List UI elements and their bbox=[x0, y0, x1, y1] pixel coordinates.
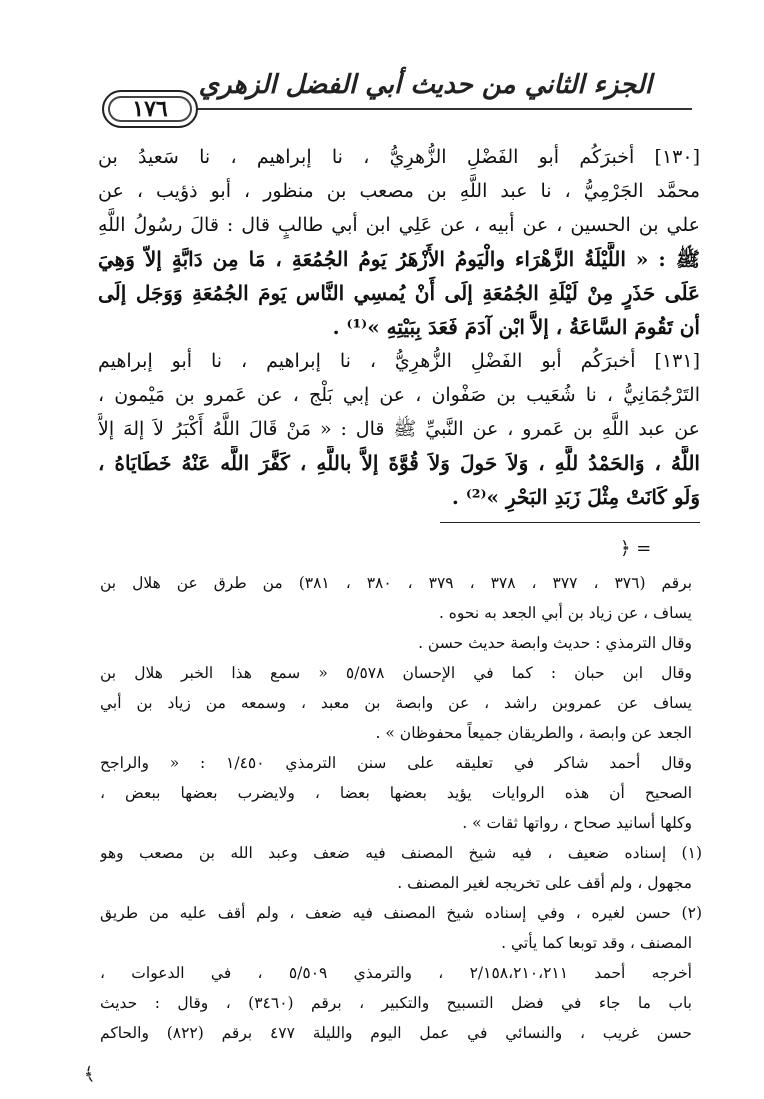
footnote-line: (١) إسناده ضعيف ، فيه شيخ المصنف فيه ضعف وعبد الله بن مصعب وهو bbox=[100, 844, 702, 862]
header-rule bbox=[152, 108, 692, 110]
footnote-line: برقم (٣٧٦ ، ٣٧٧ ، ٣٧٨ ، ٣٧٩ ، ٣٨٠ ، ٣٨١) من طرق عن هلال بن bbox=[100, 574, 693, 592]
footnote-continuation-marker: = ﴿ bbox=[620, 538, 652, 559]
running-header bbox=[92, 68, 692, 128]
page-end-mark: ﴾ bbox=[82, 1063, 97, 1086]
main-line: اللَّهُ ، وَالحَمْدُ للَّهِ ، وَلاَ حَولَ وَلاَ قُوَّةَ إلاَّ باللَّهِ ، كَفَّرَ اللَّه عَنْهُ خَطَايَاهُ ، bbox=[98, 451, 700, 475]
footnote-line: مجهول ، ولم أقف على تخريجه لغير المصنف . bbox=[397, 874, 692, 892]
footnote-line: الجعد عن وابصة ، والطريقان جميعاً محفوظان » . bbox=[375, 724, 692, 742]
main-line: محمَّد الجَرْمِيُّ ، نا عبد اللَّهِ بن مصعب بن منظور ، أبو ذؤيب ، عن bbox=[98, 180, 700, 202]
main-text bbox=[98, 140, 700, 514]
footnote-line: حسن غريب ، والنسائي في عمل اليوم والليلة ٤٧٧ برقم (٨٢٢) والحاكم bbox=[100, 1024, 692, 1042]
main-line: [١٣٠] أخبرَكُم أبو الفَضْلِ الزُّهرِيُّ ، نا إبراهيم ، نا سَعيدُ بن bbox=[98, 146, 700, 168]
footnote-line: (٢) حسن لغيره ، وفي إسناده شيخ المصنف فيه ضعف ، ولم أقف عليه من طريق bbox=[100, 904, 702, 922]
footnote-line: يساف عن عمروبن راشد ، عن وابصة بن معبد ، وسمعه من زياد بن أبي bbox=[100, 694, 692, 712]
footnotes bbox=[100, 568, 702, 1048]
main-line: عن عبد اللَّهِ بن عَمرو ، عن النَّبيِّ ﷺ قال : « مَنْ قَالَ اللَّهُ أَكْبَرُ لاَ إلهَ إلاَّ bbox=[98, 418, 700, 440]
footnote-line: وكلها أسانيد صحاح ، رواتها ثقات » . bbox=[462, 814, 692, 832]
footnote-line: يساف ، عن زياد بن أبي الجعد به نحوه . bbox=[438, 604, 692, 622]
main-line: ﷺ : « اللَّيْلَةُ الزَّهْرَاء والْيَومُ الأَزْهَرُ يَومُ الجُمُعَةِ ، مَا مِن دَابَّةٍ إلاّ وَهِيَ bbox=[98, 247, 700, 271]
page-number-badge bbox=[102, 90, 198, 128]
header-title: الجزء الثاني من حديث أبي الفضل الزهري bbox=[198, 70, 652, 100]
footnote-separator bbox=[440, 522, 700, 523]
main-line: [١٣١] أخبرَكُم أبو الفَضْلِ الزُّهرِيُّ ، نا إبراهيم ، نا أبو إبراهيم bbox=[98, 350, 700, 372]
footnote-line: وقال ابن حبان : كما في الإحسان ٥/٥٧٨ « سمع هذا الخبر هلال بن bbox=[100, 664, 692, 682]
page-number: ١٧٦ bbox=[132, 96, 168, 122]
main-line: عَلَى حَذَرٍ مِنْ لَيْلَةِ الجُمُعَةِ إلَى أَنْ يُمسِي النَّاس يَومَ الجُمُعَةِ وَوَجَل إلَى bbox=[98, 281, 700, 305]
footnote-line: وقال أحمد شاكر في تعليقه على سنن الترمذي ١/٤٥٠ : « والراجح bbox=[100, 754, 693, 772]
main-line: علي بن الحسين ، عن أبيه ، عن عَلِي ابن أبي طالبٍ قال : قالَ رسُولُ اللَّهِ bbox=[98, 214, 700, 236]
footnote-line: باب ما جاء في فضل التسبيح والتكبير ، برقم (٣٤٦٠) ، وقال : حديث bbox=[100, 994, 692, 1012]
footnote-line: أخرجه أحمد ٢/١٥٨،٢١٠،٢١١ ، والترمذي ٥/٥٠٩ ، في الدعوات ، bbox=[100, 964, 692, 982]
footnote-line: الصحيح أن هذه الروايات يؤيد بعضها بعضا ، ولايضرب بعضها ببعض ، bbox=[100, 784, 692, 802]
main-line: التَرْجُمَانِيُّ ، نا شُعَيب بن صَفْوان ، عن إبي بَلْج ، عن عَمرو بن مَيْمون ، bbox=[98, 384, 700, 406]
footnote-line: المصنف ، وقد توبعا كما يأتي . bbox=[501, 934, 692, 952]
main-line: أن تَقُومَ السَّاعَةُ ، إلاَّ ابْن آدَمَ فَعَدَ بِبَيْتِهِ »⁽¹⁾ . bbox=[332, 315, 700, 339]
footnote-line: وقال الترمذي : حديث وابصة حديث حسن . bbox=[418, 634, 692, 652]
main-line: وَلَو كَانَتْ مِثْلَ زَبَدِ البَحْرِ »⁽²⁾ . bbox=[451, 485, 700, 509]
